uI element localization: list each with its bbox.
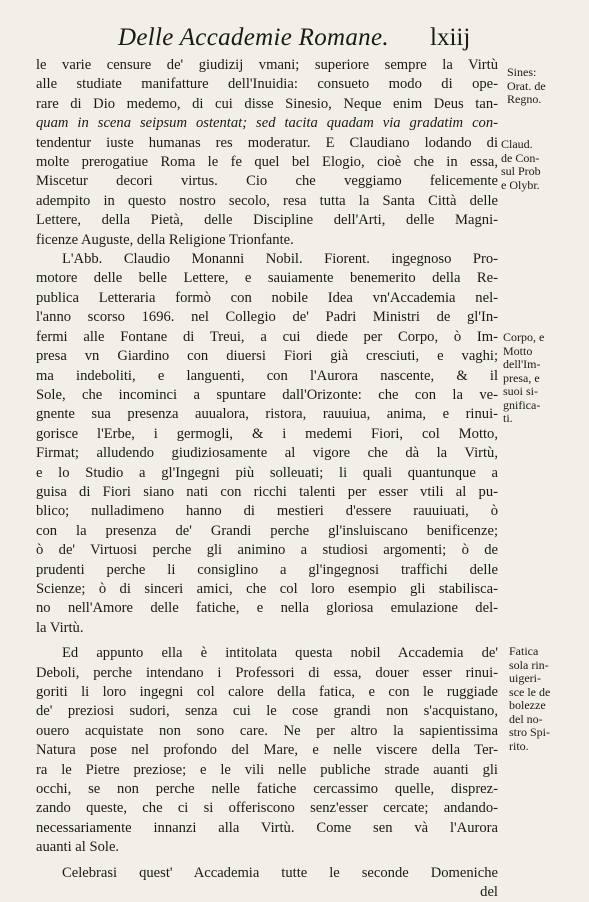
text-line: l'anno scorso 1696. nel Collegio de' Padri Ministri de gl'In- [36,309,498,326]
text-line: con la presenza de' Grandi perche gl'insluiscano benificenze; [36,522,498,539]
margin-note-line: del no- [509,711,543,726]
text-line: goriti li loro ingegni col calore della fatica, e con le ruggiade [36,684,498,700]
page-number: lxiij [430,24,471,51]
margin-note-line: e Olybr. [501,177,540,192]
page-header [0,24,589,56]
text-line: Scienze; ò di sinceri amici, che col loro esempio gli stabilisca- [36,580,498,597]
margin-note-line: sce le de [509,684,551,699]
text-line: motore delle belle Lettere, e sauiamente benemerito della Re- [36,270,498,287]
text-line: gnente sua presenza auualora, ristora, rauuiua, anima, e rinui- [36,406,498,423]
text-line: ficenze Auguste, della Religione Trionfante. [36,231,294,248]
text-line: necessariamente innanzi alla Virtù. Come sen và l'Aurora [36,819,498,836]
text-line: publica Letteraria formò con nobile Idea vn'Accademia nel- [36,289,498,306]
running-head: Delle Accademie Romane. [118,24,389,51]
text-line: adempito in questo nostro secolo, resa tutta la Santa Città delle [36,192,498,209]
text-line: molte prerogatiue Roma le fe quel bel Elogio, cioè che in essa, [36,154,498,171]
margin-note-line: rito. [509,738,529,753]
text-line: le varie censure de' giudizij vmani; superiore sempre la Virtù [36,57,498,73]
catchword: del [480,884,498,901]
text-line: ò de' Virtuosi perche gli animino a studiosi argomenti; ò de [36,542,498,559]
margin-note-line: de Con- [501,150,540,165]
text-line: fermi alle Fontane di Treui, a cui diede per Corpo, ò Im- [36,328,498,345]
text-line: ouero acquistate non sono care. Ne per altro la sapientissima [36,722,498,739]
text-line: auanti al Sole. [36,839,120,856]
margin-note-line: bolezze [509,698,546,712]
margin-note [509,645,589,753]
text-line: Celebrasi quest' Accademia tutte le seconde Domeniche [62,864,498,881]
text-line: prudenti perche li consiglino a gl'ingegnosi traffichi delle [36,561,498,578]
text-line: quam in scena seipsum ostentat; sed tacita quadam via gradatim con- [36,115,498,132]
margin-note [507,66,587,107]
text-line: de' preziosi sudori, senza cui le cose grandi non s'acquistano, [36,703,498,720]
text-line: L'Abb. Claudio Monanni Nobil. Fiorent. ingegnoso Pro- [62,251,498,268]
margin-note-line: Orat. de [507,78,546,93]
text-line: occhi, se non perche nelle fatiche cercassimo quelle, disprez- [36,781,498,798]
text-line: Lettere, della Pietà, delle Discipline dell'Arti, delle Magni- [36,212,498,229]
text-line: Deboli, perche intendano i Professori di essa, douer esser rinui- [36,664,498,681]
margin-note [503,331,583,426]
text-line: Natura pose nel profondo del Mare, e nelle viscere della Ter- [36,742,498,759]
margin-note-line: suoi si- [503,384,539,398]
text-line: e lo Studio a gl'Ingegni più solleuati; li quali quantunque a [36,464,498,481]
margin-note-line: gnifica- [503,397,541,412]
margin-note-line: presa, e [503,370,540,385]
text-line: la Virtù. [36,619,84,636]
margin-note-line: uigeri- [509,671,541,685]
margin-note-line: Fatica [509,644,539,658]
margin-note-line: dell'Im- [503,357,541,371]
text-line: ma indeboliti, e languenti, con l'Aurora nascente, & il [36,367,498,384]
margin-note-line: Motto [503,343,533,358]
text-line: tendentur iuste humanas res moderatur. E Claudiano lodando di [36,134,498,151]
margin-note [501,138,581,192]
margin-note-line: ti. [503,411,513,425]
text-line: rare di Dio medemo, di cui disse Sinesio, Neque enim Deus tan- [36,95,498,112]
text-line: guisa di Fiori siano nati con ricchi talenti per esser vtili al pu- [36,483,498,500]
margin-note-line: Sines: [507,65,537,79]
text-line: alle studiate manifatture dell'Inuidia: consueto modo di ope- [36,76,498,93]
text-line: blico; nulladimeno hanno di mestieri d'essere rauuiuati, ò [36,503,498,520]
text-line: gorisce l'Erbe, i germogli, & i medemi Fiori, col Motto, [36,425,498,442]
text-line: Miscetur decori virtus. Cio che veggiamo felicemente [36,173,498,190]
text-line: ra le Pietre preziose; e le vili nelle publiche strade auanti gli [36,761,498,778]
text-line: zando queste, che ci si offeriscono senz'esser cercate; andando- [36,800,498,817]
text-line: Sole, che incominci a spuntare dall'Orizonte: che con la ve- [36,386,498,403]
margin-note-line: stro Spi- [509,725,551,739]
text-line: no nell'Amore delle fatiche, e nella gloriosa emulazione del- [36,600,498,617]
margin-note-line: Corpo, e [503,330,545,344]
text-line: Ed appunto ella è intitolata questa nobil Accademia de' [62,645,498,662]
margin-note-line: Regno. [507,92,542,106]
text-line: Firmat; alludendo giudiziosamente al vigore che dà la Virtù, [36,445,498,462]
text-line: presa vn Giardino con diuersi Fiori già cresciuti, e vaghi; [36,348,498,365]
margin-note-line: Claud. [501,137,533,151]
body-text [36,56,498,902]
margin-note-line: sola rin- [509,657,549,672]
margin-note-line: sul Prob [501,164,541,178]
